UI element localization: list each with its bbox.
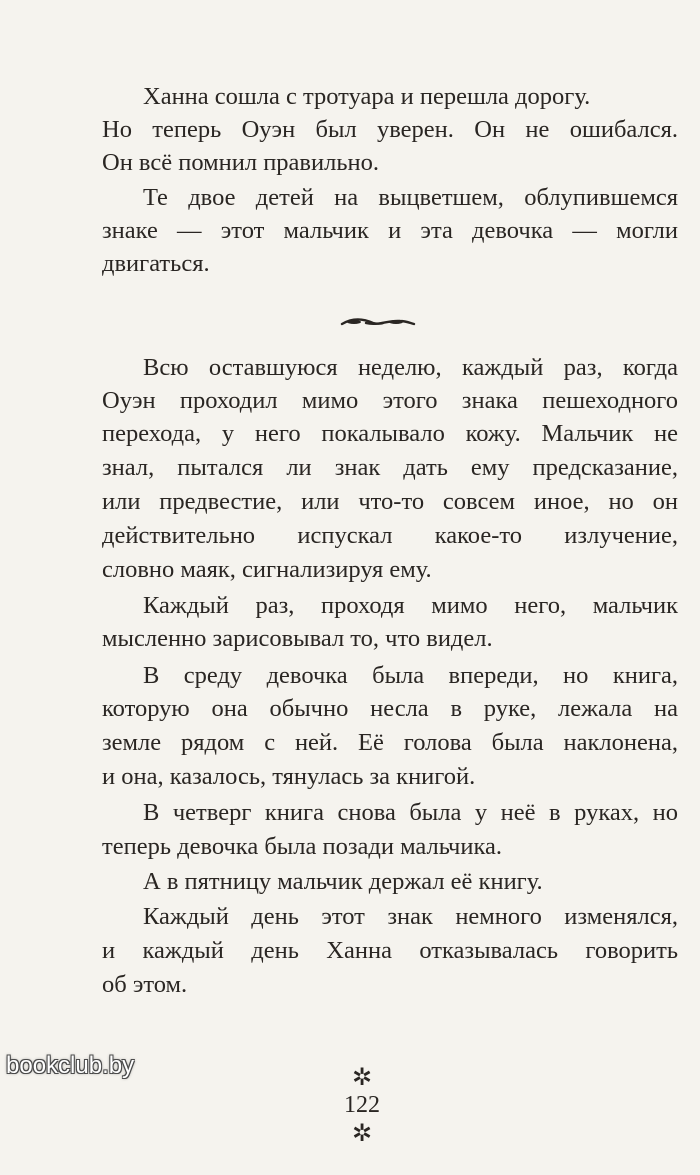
text-line: Но теперь Оуэн был уверен. Он не ошибался. xyxy=(102,116,678,143)
text-line: Оуэн проходил мимо этого знака пешеходного xyxy=(102,387,678,414)
text-line: Те двое детей на выцветшем, облупившемся xyxy=(143,184,678,211)
text-line: об этом. xyxy=(102,971,188,998)
text-line: В четверг книга снова была у неё в руках, но xyxy=(143,799,678,826)
text-line: Ханна сошла с тротуара и перешла дорогу. xyxy=(143,83,591,110)
text-line: земле рядом с ней. Её голова была наклонена, xyxy=(102,729,678,756)
text-line: действительно испускал какое-то излучение, xyxy=(102,522,678,549)
text-line: словно маяк, сигнализируя ему. xyxy=(102,556,432,583)
watermark: bookclub.by xyxy=(6,1052,135,1079)
section-break-ornament-icon xyxy=(330,314,420,334)
text-line: А в пятницу мальчик держал её книгу. xyxy=(143,868,543,895)
text-line: мысленно зарисовывал то, что видел. xyxy=(102,625,493,652)
text-line: знаке — этот мальчик и эта девочка — могли xyxy=(102,217,678,244)
text-line: перехода, у него покалывало кожу. Мальчик не xyxy=(102,420,678,447)
text-line: Он всё помнил правильно. xyxy=(102,149,380,176)
text-line: которую она обычно несла в руке, лежала на xyxy=(102,695,678,722)
text-line: двигаться. xyxy=(102,250,210,277)
text-line: и она, казалось, тянулась за книгой. xyxy=(102,763,476,790)
text-line: Каждый раз, проходя мимо него, мальчик xyxy=(143,592,678,619)
text-line: знал, пытался ли знак дать ему предсказание, xyxy=(102,454,678,481)
page-number-text: 122 xyxy=(344,1092,380,1118)
ornament-right-icon: ✲ xyxy=(351,1121,373,1147)
text-line: В среду девочка была впереди, но книга, xyxy=(143,662,678,689)
text-line: и каждый день Ханна отказывалась говорить xyxy=(102,937,678,964)
ornament-left-icon: ✲ xyxy=(351,1065,373,1091)
text-line: Каждый день этот знак немного изменялся, xyxy=(143,903,678,930)
text-line: или предвестие, или что-то совсем иное, но он xyxy=(102,488,678,515)
text-line: Всю оставшуюся неделю, каждый раз, когда xyxy=(143,354,678,381)
text-line: теперь девочка была позади мальчика. xyxy=(102,833,503,860)
